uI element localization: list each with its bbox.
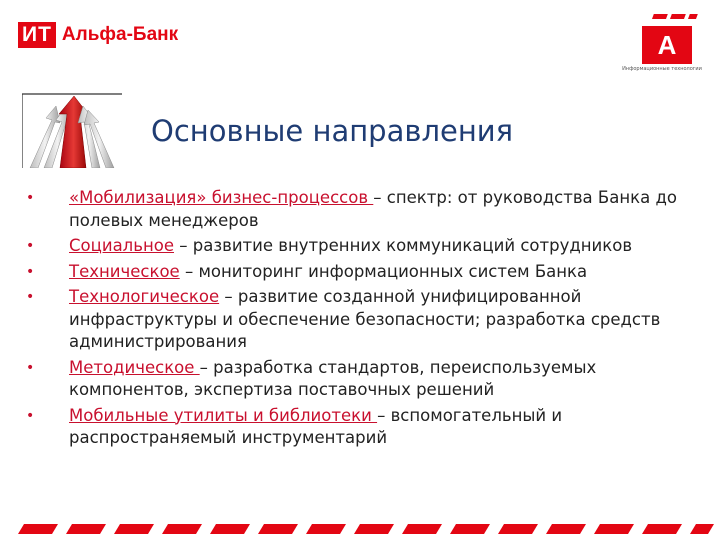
it-alfa-bank-logo [18,22,178,48]
directions-list [26,187,686,453]
list-item [26,357,686,402]
list-item [26,286,686,354]
list-item-term: Технологическое [69,287,220,306]
list-item-term: Техническое [69,261,180,281]
list-item-text: – вспомогательный и распространяемый инструментарий [69,405,563,447]
up-arrows-icon [22,92,122,168]
page-title: Основные направления [151,114,514,148]
corner-logo-caption: Информационные технологии [622,66,702,72]
list-item-text: – развитие внутренних коммуникаций сотрудников [174,236,633,255]
list-item-term: Методическое [69,357,200,377]
bullet-icon: • [26,238,35,254]
corner-logo-letter: А [657,30,677,60]
list-item-text: – развитие созданной унифицированной инфраструктуры и обеспечение безопасности; разработка средств администрирования [69,287,661,351]
logo-it-badge: ИТ [18,22,56,48]
list-item-text: – мониторинг информационных систем Банка [179,261,588,281]
corner-logo [622,8,702,98]
bullet-icon: • [26,190,35,206]
list-item-term: «Мобилизация» бизнес-процессов [69,188,374,207]
logo-bank-name: Альфа-Банк [61,24,179,45]
bullet-icon: • [26,263,35,280]
list-item-text: – спектр: от руководства Банка до полевых менеджеров [69,188,677,230]
bullet-icon: • [26,289,35,305]
footer-stripes [14,522,714,536]
list-item-term: Социальное [69,236,174,255]
list-item [26,261,686,284]
bullet-icon: • [26,359,35,376]
bullet-icon: • [26,407,35,424]
list-item [26,187,686,232]
list-item-term: Мобильные утилиты и библиотеки [69,405,378,425]
list-item [26,405,686,450]
list-item-text: – разработка стандартов, переиспользуемых компонентов, экспертиза поставочных решений [69,357,597,399]
alfa-logo-icon [622,8,702,66]
list-item [26,235,686,258]
